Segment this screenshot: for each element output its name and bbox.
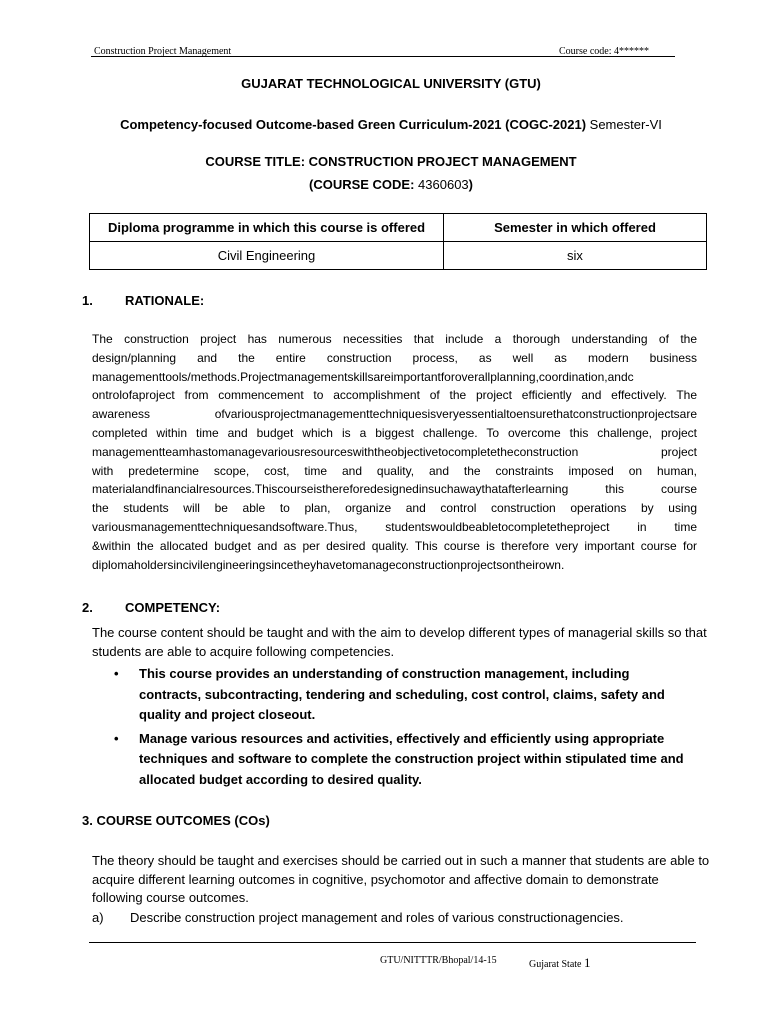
list-item-text: Manage various resources and activities, effectively and efficiently using appropriate techniques and software to complete the construction project within stipulated time and allocated budget according to desired quality. — [139, 730, 684, 787]
list-item — [112, 729, 687, 791]
footer-state — [529, 955, 590, 971]
rationale-paragraph — [92, 330, 697, 574]
rationale-line: design/planning and the entire construction process, as well as modern business — [92, 350, 697, 365]
footer-state-name: Gujarat State — [529, 959, 582, 970]
rationale-line: managementteamhastomanagevariousresourceswiththeobjectivetocompletetheconstruction project — [92, 444, 697, 459]
rationale-line: materialandfinancialresources.Thiscourseisthereforedesignedinsuchawaythatafterlearning this course — [92, 482, 697, 497]
page-number: 1 — [583, 955, 591, 970]
course-outcome-label: a) — [92, 910, 104, 925]
header-course-code: Course code: 4****** — [559, 46, 649, 57]
footer-source: GTU/NITTTR/Bhopal/14-15 — [380, 955, 497, 966]
rationale-line: with predetermine scope, cost, time and quality, and the constraints imposed on human, — [92, 463, 697, 478]
course-outcome-text: Describe construction project management and roles of various constructionagencies. — [130, 910, 624, 925]
table-header-programme: Diploma programme in which this course is offered — [90, 214, 444, 242]
list-item-text: This course provides an understanding of construction management, including contracts, subcontracting, tendering and scheduling, cost control, claims, safety and quality and project closeout. — [139, 666, 665, 722]
bullet-icon: • — [114, 666, 119, 681]
rationale-line: the students will be able to plan, organize and control construction operations by using — [92, 501, 697, 516]
curriculum-line — [91, 117, 691, 132]
table-row — [90, 242, 707, 270]
table-cell-semester: six — [444, 242, 707, 270]
rationale-line: completed within time and budget which is a biggest challenge. To overcome this challenge, project — [92, 425, 697, 440]
course-title: COURSE TITLE: CONSTRUCTION PROJECT MANAGEMENT — [205, 154, 577, 169]
course-outcomes-intro: The theory should be taught and exercises should be carried out in such a manner that students are able to acquire different learning outcomes in cognitive, psychomotor and affective domain to demonstrate following course outcomes. — [92, 853, 710, 906]
competency-intro: The course content should be taught and with the aim to develop different types of managerial skills so that students are able to acquire following competencies. — [92, 625, 707, 659]
running-header — [91, 40, 675, 57]
bullet-icon: • — [114, 730, 119, 746]
header-course-name: Construction Project Management — [94, 46, 232, 57]
course-code-value: 4360603 — [418, 177, 469, 192]
curriculum-semester: Semester-VI — [586, 117, 662, 132]
rationale-line: awareness ofvariousprojectmanagementtechniquesisveryessentialtoensurethatconstructionprojectsare — [92, 407, 697, 422]
rationale-line: diplomaholdersincivilengineeringsincetheyhavetomanageconstructionprojectsontheirown. — [92, 557, 565, 572]
course-code-suffix: ) — [468, 177, 474, 192]
section-title: COMPETENCY: — [125, 600, 221, 615]
competency-list — [112, 664, 687, 793]
course-info-table — [89, 213, 707, 270]
rationale-line: ontrolofaproject from commencement to accomplishment of the project efficiently and effectively. The — [92, 388, 697, 403]
footer-divider — [89, 942, 696, 943]
course-code-prefix: (COURSE CODE: — [308, 177, 419, 192]
course-code-line — [91, 177, 691, 192]
table-header-semester: Semester in which offered — [444, 214, 707, 242]
section-number: 2. — [82, 600, 93, 615]
rationale-line: managementtools/methods.Projectmanagementskillsareimportantforoverallplanning,coordination,andc — [92, 369, 634, 384]
table-header-row — [90, 214, 707, 242]
rationale-line: variousmanagementtechniquesandsoftware.Thus, studentswouldbeabletocompletetheproject in time — [92, 519, 697, 534]
rationale-line: &within the allocated budget and as per desired quality. This course is therefore very important course for — [92, 538, 697, 553]
rationale-line: The construction project has numerous necessities that include a thorough understanding of the — [92, 332, 697, 346]
section-heading-course-outcomes: 3. COURSE OUTCOMES (COs) — [82, 813, 270, 828]
university-title: GUJARAT TECHNOLOGICAL UNIVERSITY (GTU) — [241, 76, 541, 91]
table-cell-programme: Civil Engineering — [90, 242, 444, 270]
list-item — [112, 664, 687, 726]
curriculum-name: Competency-focused Outcome-based Green Curriculum-2021 (COGC-2021) — [120, 117, 587, 132]
section-title: RATIONALE: — [125, 293, 205, 308]
section-number: 1. — [82, 293, 93, 308]
